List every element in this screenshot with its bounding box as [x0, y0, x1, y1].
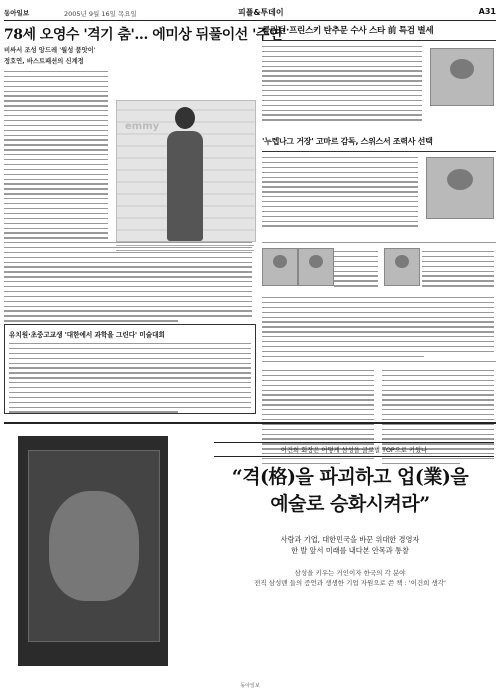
book-cover [18, 436, 168, 666]
newspaper-name: 동아일보 [4, 9, 30, 17]
obituary-headline: 클린턴·프린스키 탄추문 수사 스타 前 특검 별세 [262, 26, 434, 36]
brief-portrait-2 [298, 248, 334, 286]
ad-quote [204, 464, 496, 518]
article-body-bottom [4, 238, 256, 325]
brief-portrait-1 [262, 248, 298, 286]
section-title: 피플&투데이 [238, 8, 284, 17]
portrait-illustration [49, 491, 139, 601]
book-advertisement [4, 428, 496, 678]
event-photo: emmy [116, 100, 256, 242]
brief-portrait-3 [384, 248, 420, 286]
main-subhead-2: 정호연, 바스트패션의 신계정 [4, 58, 84, 65]
article-body-column-1 [4, 71, 108, 243]
obituary-portrait [430, 48, 494, 106]
main-headline: 78세 오영수 '격기 춤'… 에미상 뒤풀이선 '주연' [4, 27, 286, 43]
ad-quote-line-2: 예술로 승화시켜라” [270, 493, 430, 515]
ad-tag-line-1: 삼성을 키우는 거인이자 한국의 각 분야 [294, 569, 406, 577]
ad-desc-line-1: 사람과 기업, 대한민국을 바꾼 위대한 경영자 [280, 535, 420, 544]
issue-date: 2005년 9월 16일 목요일 [64, 10, 137, 18]
ad-quote-line-1: “격(格)을 파괴하고 업(業)을 [231, 466, 469, 488]
main-subhead-1: 비싸서 조성 앙드레 '월성 품앗이' [4, 47, 96, 54]
ad-tag-line-2: 전직 삼성맨 들의 증언과 생생한 기업 자원으로 쓴 책 : '이건희 생각' [254, 579, 446, 587]
ad-desc-line-2: 한 발 앞서 미래를 내다본 안목과 통찰 [291, 546, 409, 555]
ad-divider [4, 422, 496, 424]
person-figure [163, 107, 207, 241]
page-header [4, 6, 496, 21]
ad-kicker: 이건희 회장은 어떻게 삼성을 글로벌 TOP으로 키웠나 [214, 442, 494, 457]
right-column [262, 24, 496, 461]
page-number: A31 [478, 7, 496, 16]
ad-description [204, 534, 496, 556]
page-footer: 동아일보 [240, 683, 260, 689]
people-briefs [262, 246, 496, 358]
ad-tagline [204, 568, 496, 588]
notice-title: 유치원·초중고교생 '대한에서 과학을 그린다' 미술대회 [9, 331, 165, 339]
director-portrait [426, 157, 494, 219]
contest-notice [4, 324, 256, 414]
event-photo-block [116, 100, 254, 260]
director-headline: '누렙나그 거장' 고마르 감독, 스위스서 조력사 선택 [262, 137, 433, 146]
obituary-block [262, 46, 496, 132]
director-article [262, 157, 496, 239]
